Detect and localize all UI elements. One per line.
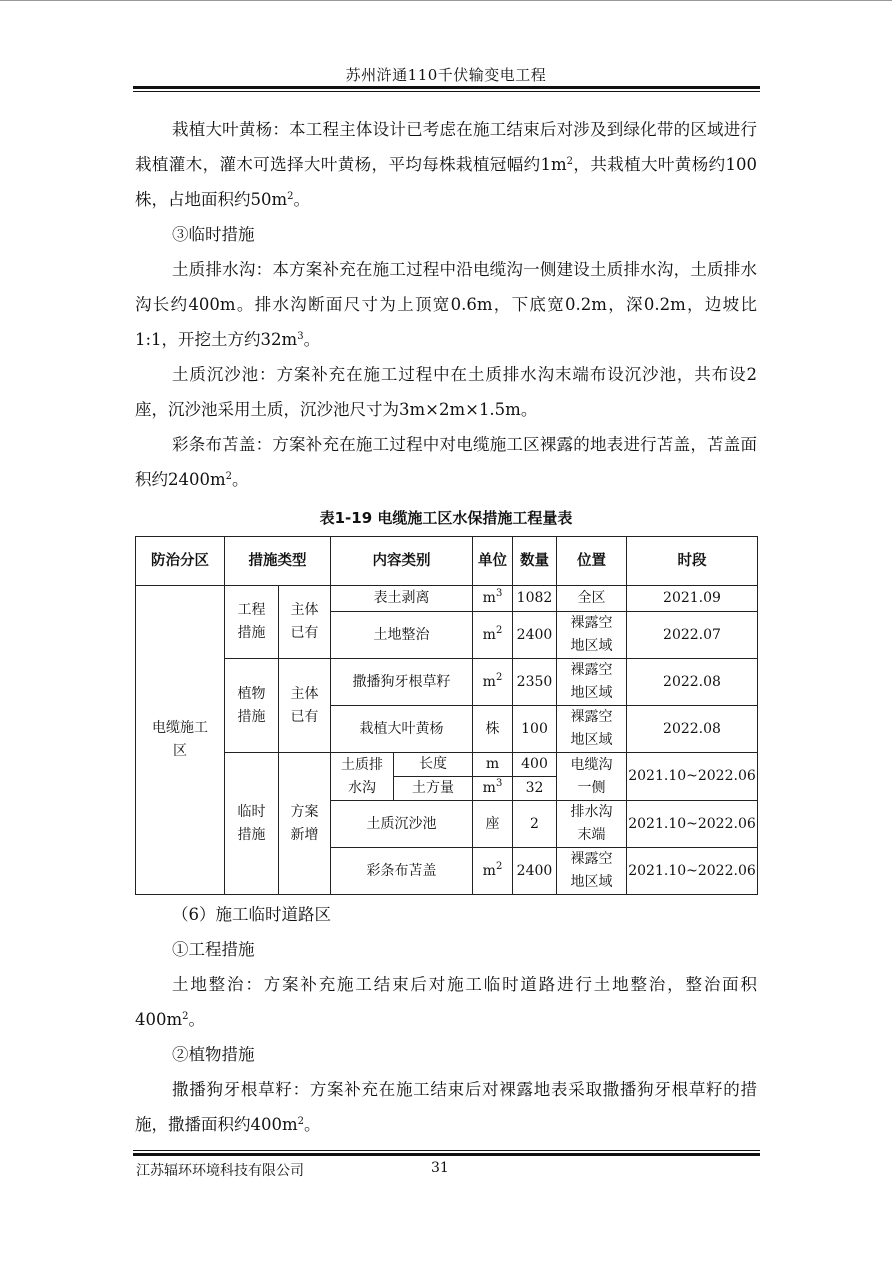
cell-position: 裸露空地区域 [557, 848, 627, 895]
cell-qty: 1082 [513, 586, 557, 612]
cell-qty: 2400 [513, 612, 557, 659]
cell-subitem: 长度 [394, 753, 473, 777]
cell-qty: 2350 [513, 659, 557, 706]
footer-rule-thin [133, 1150, 760, 1151]
header-content: 内容类别 [331, 537, 473, 586]
heading-temporary-measures: ③临时措施 [172, 225, 255, 244]
cell-unit: 座 [473, 801, 513, 848]
page-header-title: 苏州浒通110千伏输变电工程 [345, 66, 547, 84]
cell-position: 裸露空地区域 [557, 659, 627, 706]
cell-unit: $m^2$ [473, 848, 513, 895]
paragraph-planting-boxwood: 栽植大叶黄杨：本工程主体设计已考虑在施工结束后对涉及到绿化带的区域进行栽植灌木，灌木可选择大叶黄杨，平均每株栽植冠幅约$1m^2$，共栽植大叶黄杨约100株，占地面积约$50m^2$。 [135, 120, 757, 209]
footer-company: 江苏辐环环境科技有限公司 [136, 1163, 304, 1179]
cell-content: 土质沉沙池 [331, 801, 473, 848]
cell-unit: $m^3$ [473, 777, 513, 801]
cell-qty: 100 [513, 706, 557, 753]
page-content [135, 112, 757, 1142]
cell-time: 2021.10~2022.06 [627, 801, 758, 848]
cell-time: 2022.08 [627, 706, 758, 753]
cell-position: 裸露空地区域 [557, 706, 627, 753]
measures-table [135, 536, 758, 895]
table-row [136, 753, 758, 777]
cell-time: 2021.10~2022.06 [627, 848, 758, 895]
cell-type-veg: 植物措施 [225, 659, 279, 753]
cell-unit: 株 [473, 706, 513, 753]
cell-sub-tmp: 方案新增 [279, 753, 331, 895]
header-rule-thick [133, 86, 760, 89]
cell-sub-veg: 主体已有 [279, 659, 331, 753]
cell-position: 裸露空地区域 [557, 612, 627, 659]
heading-engineering-measures: ①工程措施 [172, 940, 255, 959]
table-header-row [136, 537, 758, 586]
table-row [136, 659, 758, 706]
cell-content: 表土剥离 [331, 586, 473, 612]
paragraph-grass-seeding: 撒播狗牙根草籽：方案补充在施工结束后对裸露地表采取撒播狗牙根草籽的措施，撒播面积约$400m^2$。 [135, 1080, 757, 1134]
cell-position: 全区 [557, 586, 627, 612]
header-rule-thin [133, 91, 760, 92]
header-time: 时段 [627, 537, 758, 586]
cell-unit: $m^3$ [473, 586, 513, 612]
header-zone: 防治分区 [136, 537, 225, 586]
cell-position: 电缆沟一侧 [557, 753, 627, 801]
page-top-rule [0, 0, 892, 1]
cell-position: 排水沟末端 [557, 801, 627, 848]
cell-time: 2022.08 [627, 659, 758, 706]
cell-qty: 2400 [513, 848, 557, 895]
cell-type-tmp: 临时措施 [225, 753, 279, 895]
heading-plant-measures: ②植物措施 [172, 1045, 255, 1064]
cell-qty: 32 [513, 777, 557, 801]
header-position: 位置 [557, 537, 627, 586]
cell-qty: 400 [513, 753, 557, 777]
cell-time: 2022.07 [627, 612, 758, 659]
cell-content: 栽植大叶黄杨 [331, 706, 473, 753]
cell-unit: $m^2$ [473, 659, 513, 706]
cell-content: 彩条布苫盖 [331, 848, 473, 895]
paragraph-land-leveling: 土地整治：方案补充施工结束后对施工临时道路进行土地整治，整治面积$400m^2$。 [135, 975, 757, 1029]
cell-content: 土质排水沟 [331, 753, 394, 801]
cell-time: 2021.10~2022.06 [627, 753, 758, 801]
cell-zone-name: 电缆施工区 [136, 586, 225, 895]
header-type: 措施类型 [225, 537, 331, 586]
paragraph-tarp-cover: 彩条布苫盖：方案补充在施工过程中对电缆施工区裸露的地表进行苫盖，苫盖面积约$2400m^2$。 [135, 435, 757, 489]
cell-content: 土地整治 [331, 612, 473, 659]
cell-qty: 2 [513, 801, 557, 848]
cell-time: 2021.09 [627, 586, 758, 612]
cell-content: 撒播狗牙根草籽 [331, 659, 473, 706]
table-caption: 表1-19 电缆施工区水保措施工程量表 [319, 509, 573, 527]
cell-unit: m [473, 753, 513, 777]
heading-temp-road-zone: （6）施工临时道路区 [172, 905, 331, 924]
header-unit: 单位 [473, 537, 513, 586]
cell-subitem: 土方量 [394, 777, 473, 801]
table-row [136, 586, 758, 612]
paragraph-drainage-ditch: 土质排水沟：本方案补充在施工过程中沿电缆沟一侧建设土质排水沟，土质排水沟长约400m。排水沟断面尺寸为上顶宽0.6m，下底宽0.2m，深0.2m，边坡比1:1，开挖土方约$32m^3$。 [135, 260, 757, 349]
cell-unit: $m^2$ [473, 612, 513, 659]
header-qty: 数量 [513, 537, 557, 586]
cell-sub-eng: 主体已有 [279, 586, 331, 659]
paragraph-sedimentation-tank: 土质沉沙池：方案补充在施工过程中在土质排水沟末端布设沉沙池，共布设2座，沉沙池采用土质，沉沙池尺寸为3m×2m×1.5m。 [135, 365, 757, 419]
footer-rule-thick [133, 1153, 760, 1156]
page-number: 31 [431, 1160, 449, 1176]
cell-type-eng: 工程措施 [225, 586, 279, 659]
